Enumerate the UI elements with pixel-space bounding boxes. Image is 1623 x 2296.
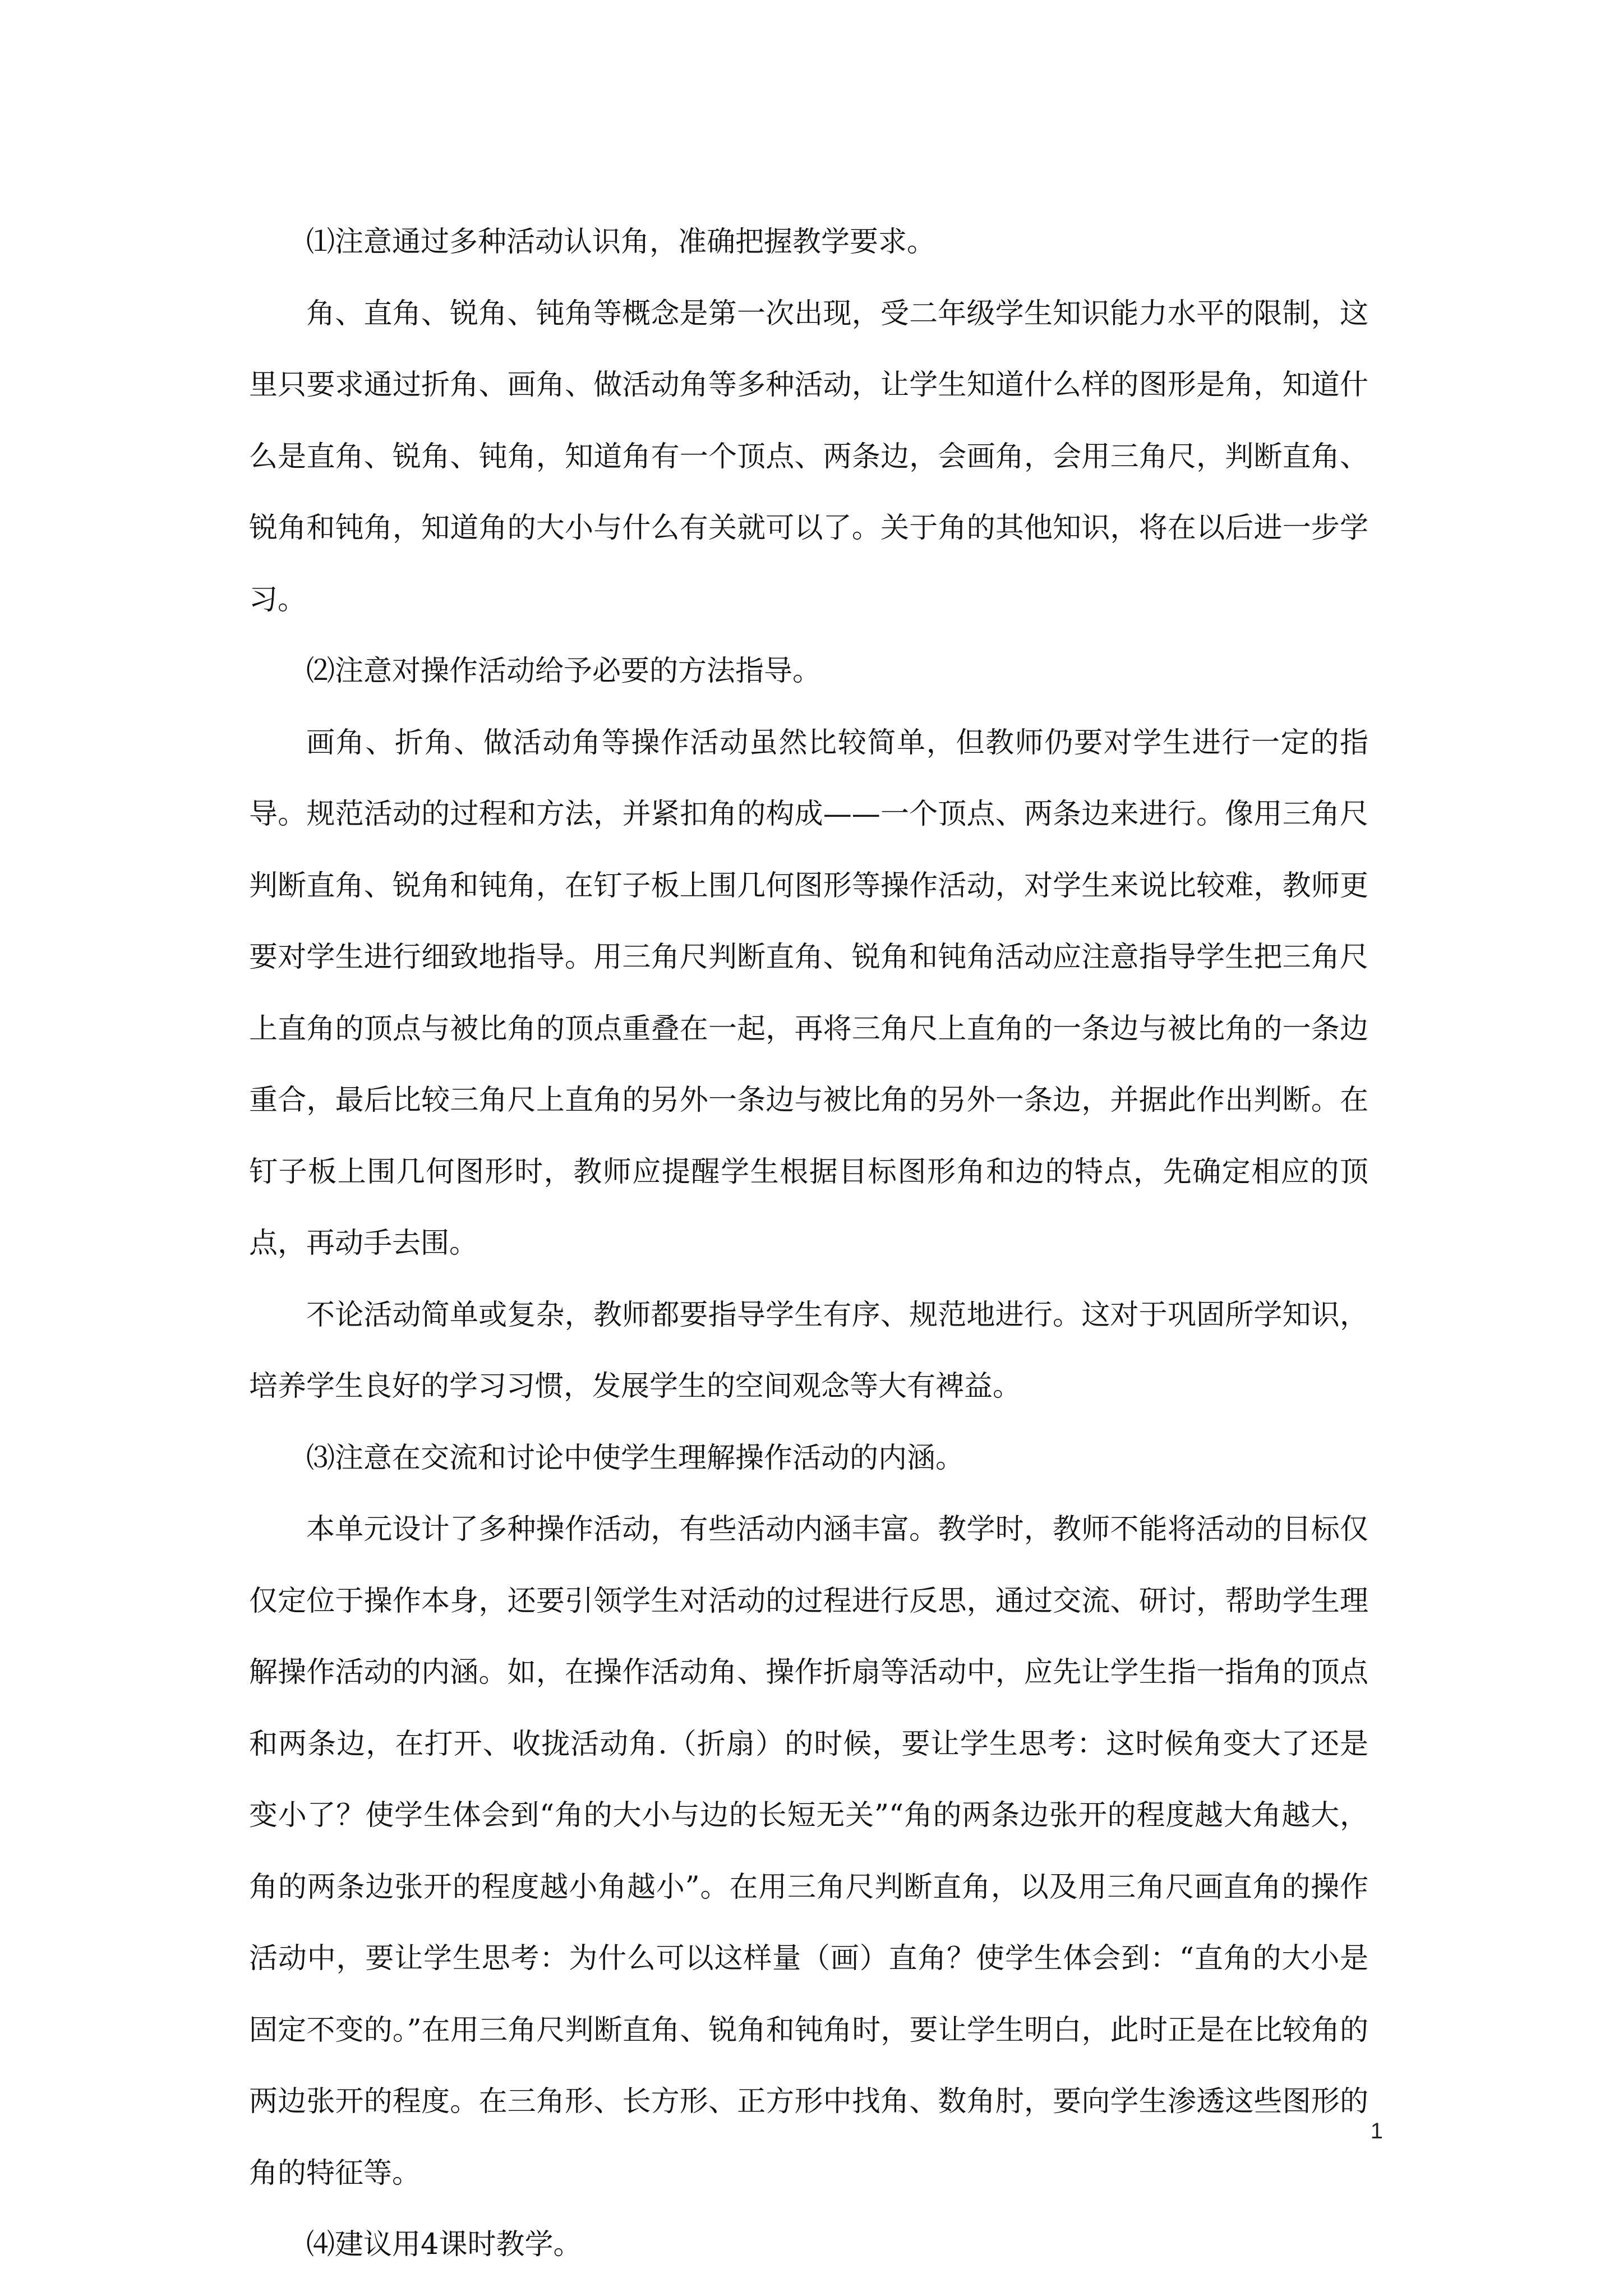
paragraph: 角、直角、锐角、钝角等概念是第一次出现，受二年级学生知识能力水平的限制，这里只要求通过折角、画角、做活动角等多种活动，让学生知道什么样的图形是角，知道什么是直角、锐角、钝角，知道角有一个顶点、两条边，会画角，会用三角尺，判断直角、锐角和钝角，知道角的大小与什么有关就可以了。关于角的其他知识，将在以后进一步学习。 bbox=[249, 297, 1368, 616]
paragraph: 不论活动简单或复杂，教师都要指导学生有序、规范地进行。这对于巩固所学知识，培养学生良好的学习习惯，发展学生的空间观念等大有裨益。 bbox=[249, 1298, 1368, 1403]
section-heading-3: ⑶注意在交流和讨论中使学生理解操作活动的内涵。 bbox=[306, 1441, 965, 1475]
section-heading-4: ⑷建议用4课时教学。 bbox=[306, 2228, 582, 2261]
section-heading-2: ⑵注意对操作活动给予必要的方法指导。 bbox=[306, 655, 822, 688]
paragraph: 画角、折角、做活动角等操作活动虽然比较简单，但教师仍要对学生进行一定的指导。规范活动的过程和方法，并紧扣角的构成——一个顶点、两条边来进行。像用三角尺判断直角、锐角和钝角，在钉子板上围几何图形等操作活动，对学生来说比较难，教师更要对学生进行细致地指导。用三角尺判断直角、锐角和钝角活动应注意指导学生把三角尺上直角的顶点与被比角的顶点重叠在一起，再将三角尺上直角的一条边与被比角的一条边重合，最后比较三角尺上直角的另外一条边与被比角的另外一条边，并据此作出判断。在钉子板上围几何图形时，教师应提醒学生根据目标图形角和边的特点，先确定相应的顶点，再动手去围。 bbox=[249, 726, 1368, 1260]
paragraph: 本单元设计了多种操作活动，有些活动内涵丰富。教学时，教师不能将活动的目标仅仅定位于操作本身，还要引领学生对活动的过程进行反思，通过交流、研讨，帮助学生理解操作活动的内涵。如，在操作活动角、操作折扇等活动中，应先让学生指一指角的顶点和两条边，在打开、收拢活动角.（折扇）的时候，要让学生思考：这时候角变大了还是变小了？使学生体会到“角的大小与边的长短无关”“角的两条边张开的程度越大角越大，角的两条边张开的程度越小角越小”。在用三角尺判断直角，以及用三角尺画直角的操作活动中，要让学生思考：为什么可以这样量（画）直角？使学生体会到：“直角的大小是固定不变的。”在用三角尺判断直角、锐角和钝角时，要让学生明白，此时正是在比较角的两边张开的程度。在三角形、长方形、正方形中找角、数角肘，要向学生渗透这些图形的角的特征等。 bbox=[249, 1513, 1368, 2190]
page-number: 1 bbox=[1370, 2119, 1383, 2143]
section-heading-1: ⑴注意通过多种活动认识角，准确把握教学要求。 bbox=[306, 226, 936, 259]
document-body bbox=[249, 206, 1368, 2281]
